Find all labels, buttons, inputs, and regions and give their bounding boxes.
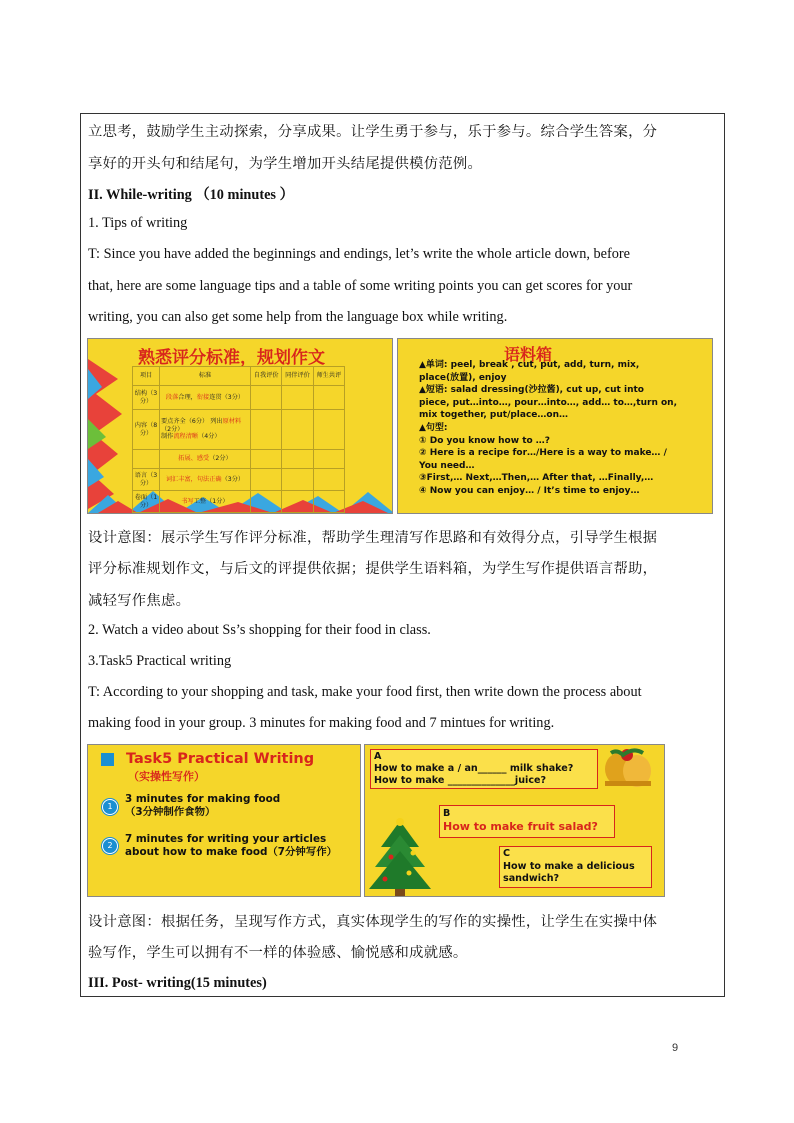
number-badge: 2 — [102, 838, 118, 854]
card-b: B How to make fruit salad? — [439, 805, 615, 838]
table-header: 项目 — [133, 367, 160, 386]
text-line: writing, you can also get some help from the language box while writing. — [88, 309, 508, 325]
section-heading: III. Post- writing(15 minutes) — [88, 975, 267, 991]
table-cell: 要点齐全（6分） 列出原材料（2分） 制作流程清晰（4分） — [160, 410, 251, 450]
table-cell: 拓展、感受（2分） — [160, 450, 251, 469]
slide-title: Task5 Practical Writing — [126, 751, 315, 767]
text-line: 验写作，学生可以拥有不一样的体验感、愉悦感和成就感。 — [88, 945, 468, 961]
section-heading: II. While-writing （10 minutes ） — [88, 187, 294, 203]
card-a: A How to make a / an______ milk shake? How to make ______________juice? — [370, 749, 598, 789]
page-number: 9 — [672, 1042, 679, 1054]
text-line: 3.Task5 Practical writing — [88, 653, 232, 669]
text-line: 享好的开头句和结尾句，为学生增加开头结尾提供模仿范例。 — [88, 156, 483, 172]
christmas-tree-icon — [367, 817, 433, 897]
table-cell: 语言（3分） — [133, 469, 160, 491]
language-box-text: ▲单词: peel, break , cut, put, add, turn, mix, place(放置), enjoy ▲短语: salad dressing(沙拉酱), cut up, cut into piece, put…into…, pour…into…, add… to…,turn on, mix together, put/place…on… ▲句型: ① Do you know how to …? ② Here is a recipe for…/Here is a way to make… / You need… ③First,… Next,…Then,… After that, …Finally,… ④ Now you can enjoy… / It’s time to enjoy… — [419, 360, 677, 496]
task5-slide — [87, 744, 361, 897]
text-line: 减轻写作焦虑。 — [88, 593, 191, 609]
table-cell: 结构（3分） — [133, 386, 160, 410]
text-line: that, here are some language tips and a table of some writing points you can get scores for your — [88, 278, 633, 294]
table-header: 同伴评价 — [282, 367, 313, 386]
table-cell: 段落合理，衔接连贯（3分） — [160, 386, 251, 410]
text-line: 立思考，鼓励学生主动探索，分享成果。让学生勇于参与，乐于参与。综合学生答案，分 — [88, 124, 658, 140]
card-c: C How to make a delicious sandwich? — [499, 846, 652, 888]
language-box-slide — [397, 338, 713, 514]
number-badge: 1 — [102, 799, 118, 815]
slide-title: 熟悉评分标准，规划作文 — [138, 348, 325, 368]
text-line: T: According to your shopping and task, make your food first, then write down the process about — [88, 684, 642, 700]
text-line: 设计意图：根据任务，呈现写作方式，真实体现学生的写作的实操性，让学生在实操中体 — [88, 914, 658, 930]
table-cell: 卷面（1分） — [133, 491, 160, 513]
slide-title: 语料箱 — [504, 345, 553, 364]
text-line: T: Since you have added the beginnings and endings, let’s write the whole article down, before — [88, 246, 631, 262]
text-line: 1. Tips of writing — [88, 215, 188, 231]
rubric-slide — [87, 338, 393, 514]
text-line: 评分标准规划作文，与后文的评提供依据；提供学生语料箱，为学生写作提供语言帮助， — [88, 561, 658, 577]
task-item: 3 minutes for making food （3分钟制作食物） — [125, 793, 281, 818]
table-header: 师生共评 — [313, 367, 344, 386]
text-line: making food in your group. 3 minutes for making food and 7 mintues for writing. — [88, 715, 555, 731]
table-header: 自我评价 — [251, 367, 282, 386]
recipe-cards-slide — [364, 744, 665, 897]
text-line: 2. Watch a video about Ss’s shopping for their food in class. — [88, 622, 431, 638]
text-line: 设计意图：展示学生写作评分标准，帮助学生理清写作思路和有效得分点，引导学生根据 — [88, 530, 658, 546]
table-cell: 词汇丰富，句法正确（3分） — [160, 469, 251, 491]
square-icon — [101, 753, 114, 766]
slide-subtitle: （实操性写作） — [128, 770, 205, 783]
table-cell: 内容（8分） — [133, 410, 160, 450]
rubric-table — [132, 366, 345, 513]
table-header: 标准 — [160, 367, 251, 386]
table-cell: 书写工整（1分） — [160, 491, 251, 513]
bells-icon — [597, 747, 661, 797]
task-item: 7 minutes for writing your articles about how to make food（7分钟写作） — [125, 833, 337, 858]
